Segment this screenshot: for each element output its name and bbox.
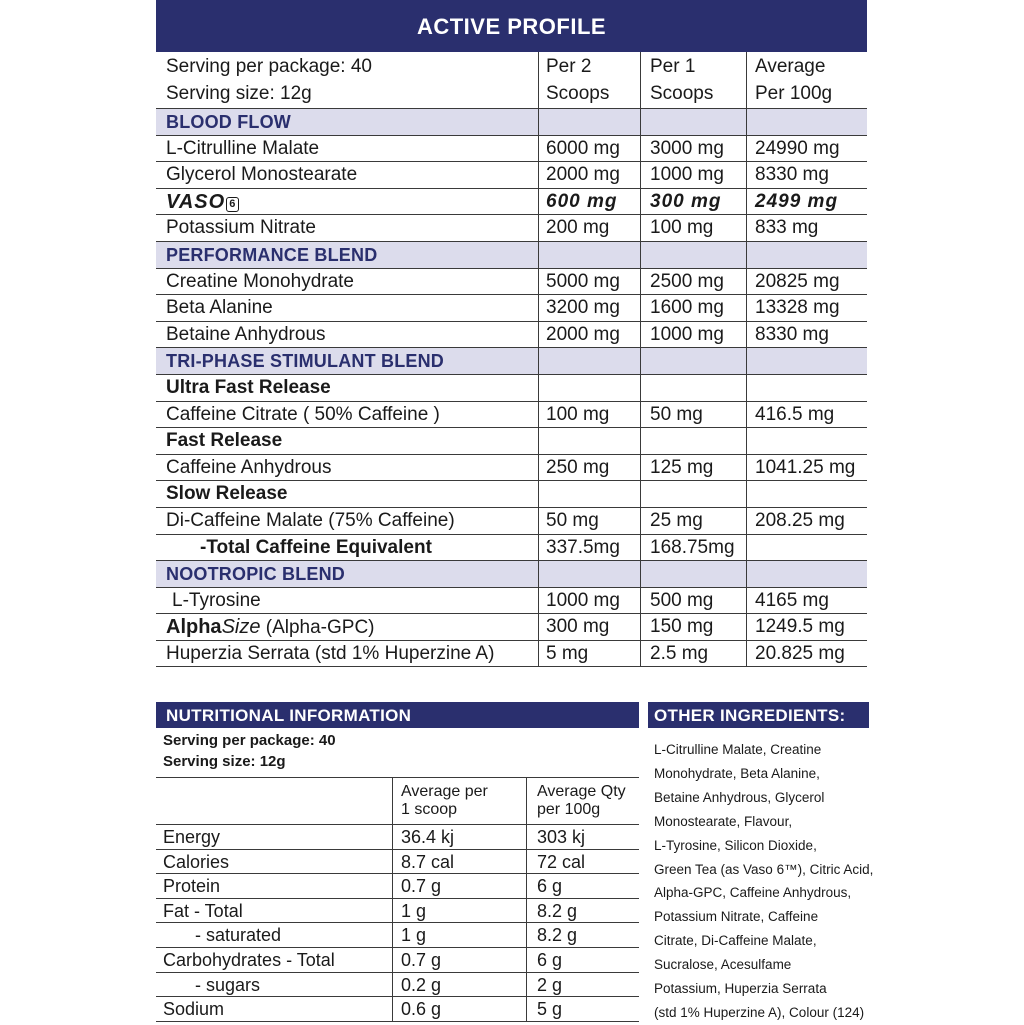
value-per-2-scoops: 5000 mg: [538, 269, 640, 295]
ingredient-line: Monostearate, Flavour,: [654, 813, 793, 829]
table-row: [156, 215, 867, 242]
table-row: [156, 508, 867, 535]
nutrient-name: Protein: [163, 876, 221, 897]
active-profile-table: [156, 52, 867, 667]
value-per-2-scoops: 2000 mg: [538, 162, 640, 188]
value-per-scoop: 0.7 g: [392, 874, 526, 898]
alpha-gpc-label: (Alpha-GPC): [260, 617, 375, 639]
value-per-1-scoop: [640, 348, 746, 374]
value-per-100g: [746, 375, 867, 401]
value-per-100g: 24990 mg: [746, 136, 867, 162]
table-row: [156, 269, 867, 296]
nutrient-name: Energy: [163, 827, 221, 847]
table-row: [156, 948, 639, 973]
table-row: [156, 136, 867, 163]
ingredient-name: Glycerol Monostearate: [166, 164, 358, 186]
col-avg-per-100g: Average Qty per 100g: [526, 778, 639, 824]
value-per-2-scoops: 50 mg: [538, 508, 640, 534]
ingredient-name: L-Tyrosine: [172, 589, 261, 611]
ingredient-name: Caffeine Anhydrous: [166, 456, 332, 478]
ingredient-line: Potassium Nitrate, Caffeine: [654, 909, 819, 925]
table-row: [156, 189, 867, 216]
table-row: [156, 428, 867, 455]
value-per-1-scoop: 1600 mg: [640, 295, 746, 321]
ingredient-name: Beta Alanine: [166, 297, 273, 319]
table-row: [156, 899, 639, 924]
vaso-badge: 6: [226, 197, 239, 212]
col-per-1-scoop: Per 1 Scoops: [640, 52, 746, 108]
value-per-2-scoops: 300 mg: [538, 614, 640, 640]
table-row: [156, 973, 639, 998]
nutrient-name: Sodium: [163, 999, 225, 1020]
value-per-100g: 6 g: [526, 874, 639, 898]
ingredient-name: Creatine Monohydrate: [166, 270, 354, 292]
value-per-1-scoop: 100 mg: [640, 215, 746, 241]
table-row: [156, 295, 867, 322]
value-per-100g: 8330 mg: [746, 322, 867, 348]
active-profile-title: ACTIVE PROFILE: [156, 0, 867, 52]
nutrient-name: Fat - Total: [163, 900, 243, 921]
section-title: TRI-PHASE STIMULANT BLEND: [166, 351, 444, 372]
nutrient-name: - saturated: [195, 925, 282, 946]
nut-header-row: [156, 777, 639, 825]
nutritional-info-title: NUTRITIONAL INFORMATION: [156, 702, 639, 728]
ingredient-line: Green Tea (as Vaso 6™), Citric Acid,: [654, 861, 874, 877]
value-per-2-scoops: 3200 mg: [538, 295, 640, 321]
ingredient-name: Potassium Nitrate: [166, 217, 316, 239]
table-row: [156, 375, 867, 402]
value-per-2-scoops: [538, 561, 640, 587]
value-per-2-scoops: 337.5mg: [538, 535, 640, 561]
value-per-100g: 416.5 mg: [746, 402, 867, 428]
nut-serving-size: Serving size: 12g: [163, 753, 286, 770]
nutrient-name: Calories: [163, 851, 230, 872]
value-per-100g: 8.2 g: [526, 923, 639, 947]
section-title: PERFORMANCE BLEND: [166, 244, 378, 265]
table-row: [156, 455, 867, 482]
value-per-1-scoop: 3000 mg: [640, 136, 746, 162]
nut-empty-head: [163, 778, 399, 824]
value-per-1-scoop: [640, 428, 746, 454]
value-per-2-scoops: [538, 109, 640, 135]
value-per-1-scoop: [640, 561, 746, 587]
value-per-1-scoop: 500 mg: [640, 588, 746, 614]
table-row: [156, 535, 867, 562]
nutrient-name: Carbohydrates - Total: [163, 949, 335, 970]
ingredient-line: Sucralose, Acesulfame: [654, 957, 792, 973]
nut-serving-per-package: Serving per package: 40: [163, 732, 336, 749]
ingredient-line: Citrate, Di-Caffeine Malate,: [654, 933, 817, 949]
table-row: [156, 997, 639, 1022]
value-per-100g: [746, 348, 867, 374]
ingredient-name: Di-Caffeine Malate (75% Caffeine): [166, 509, 455, 531]
value-per-1-scoop: 25 mg: [640, 508, 746, 534]
table-row: [156, 162, 867, 189]
value-per-2-scoops: [538, 481, 640, 507]
value-per-100g: [746, 109, 867, 135]
value-per-100g: 1041.25 mg: [746, 455, 867, 481]
value-per-100g: [746, 535, 867, 561]
ingredient-line: Alpha-GPC, Caffeine Anhydrous,: [654, 885, 852, 901]
ingredient-line: Potassium, Huperzia Serrata: [654, 981, 827, 997]
section-row: [156, 242, 867, 269]
value-per-1-scoop: 2500 mg: [640, 269, 746, 295]
value-per-100g: 4165 mg: [746, 588, 867, 614]
table-row: [156, 850, 639, 875]
value-per-scoop: 0.2 g: [392, 973, 526, 997]
ingredient-line: L-Tyrosine, Silicon Dioxide,: [654, 837, 817, 853]
value-per-100g: [746, 481, 867, 507]
value-per-2-scoops: 200 mg: [538, 215, 640, 241]
value-per-1-scoop: [640, 481, 746, 507]
table-row: [156, 641, 867, 668]
value-per-scoop: 0.6 g: [392, 997, 526, 1021]
value-per-2-scoops: [538, 348, 640, 374]
value-per-2-scoops: [538, 428, 640, 454]
value-per-1-scoop: [640, 242, 746, 268]
value-per-100g: 6 g: [526, 948, 639, 972]
table-row: [156, 614, 867, 641]
value-per-scoop: 36.4 kj: [392, 825, 526, 849]
alpha-wordmark: Alpha: [166, 616, 222, 639]
value-per-1-scoop: 2.5 mg: [640, 641, 746, 667]
section-title: BLOOD FLOW: [166, 112, 291, 132]
ingredient-name: Fast Release: [166, 430, 283, 452]
col-avg-per-scoop: Average per 1 scoop: [392, 778, 526, 824]
section-row: [156, 561, 867, 588]
value-per-2-scoops: [538, 375, 640, 401]
other-ingredients-title: OTHER INGREDIENTS:: [648, 702, 869, 728]
alphasize-name: [166, 614, 538, 640]
vaso6-logo: [166, 189, 538, 215]
nutritional-table: [156, 777, 639, 1022]
value-per-1-scoop: 1000 mg: [640, 162, 746, 188]
other-ingredients-list: [654, 738, 876, 1025]
value-per-2-scoops: 600 mg: [538, 189, 640, 215]
value-per-100g: 72 cal: [526, 850, 639, 874]
table-row: [156, 588, 867, 615]
table-row: [156, 874, 639, 899]
ingredient-name: Caffeine Citrate ( 50% Caffeine ): [166, 403, 440, 425]
value-per-100g: 1249.5 mg: [746, 614, 867, 640]
table-row: [156, 825, 639, 850]
value-per-100g: 13328 mg: [746, 295, 867, 321]
table-row: [156, 402, 867, 429]
value-per-2-scoops: 100 mg: [538, 402, 640, 428]
value-per-100g: 20825 mg: [746, 269, 867, 295]
ingredient-name: -Total Caffeine Equivalent: [200, 536, 432, 558]
col-average-per-100g: Average Per 100g: [746, 52, 867, 108]
value-per-100g: [746, 428, 867, 454]
value-per-1-scoop: 50 mg: [640, 402, 746, 428]
value-per-100g: 8330 mg: [746, 162, 867, 188]
col-per-2-scoops: Per 2 Scoops: [538, 52, 640, 108]
ingredient-line: Monohydrate, Beta Alanine,: [654, 765, 820, 781]
value-per-1-scoop: 300 mg: [640, 189, 746, 215]
value-per-100g: 5 g: [526, 997, 639, 1021]
table-row: [156, 481, 867, 508]
serving-info: Serving per package: 40 Serving size: 12g: [166, 56, 372, 104]
nutrient-name: - sugars: [195, 974, 261, 995]
section-row: [156, 109, 867, 136]
value-per-2-scoops: 6000 mg: [538, 136, 640, 162]
value-per-2-scoops: 250 mg: [538, 455, 640, 481]
value-per-1-scoop: 1000 mg: [640, 322, 746, 348]
table-row: [156, 923, 639, 948]
value-per-2-scoops: 1000 mg: [538, 588, 640, 614]
table-header-row: [156, 52, 867, 109]
value-per-scoop: 0.7 g: [392, 948, 526, 972]
value-per-100g: 833 mg: [746, 215, 867, 241]
size-wordmark: Size: [221, 616, 261, 639]
vaso-wordmark: VASO: [166, 190, 226, 213]
ingredient-name: Slow Release: [166, 483, 288, 505]
ingredient-line: L-Citrulline Malate, Creatine: [654, 742, 822, 757]
section-title: NOOTROPIC BLEND: [166, 564, 346, 585]
value-per-scoop: 8.7 cal: [392, 850, 526, 874]
value-per-100g: [746, 242, 867, 268]
ingredient-name: Huperzia Serrata (std 1% Huperzine A): [166, 642, 495, 664]
value-per-1-scoop: 125 mg: [640, 455, 746, 481]
ingredient-line: Betaine Anhydrous, Glycerol: [654, 789, 825, 805]
value-per-100g: 20.825 mg: [746, 641, 867, 667]
value-per-100g: 208.25 mg: [746, 508, 867, 534]
value-per-100g: [746, 561, 867, 587]
value-per-100g: 2 g: [526, 973, 639, 997]
ingredient-name: Betaine Anhydrous: [166, 323, 326, 345]
value-per-scoop: 1 g: [392, 923, 526, 947]
table-row: [156, 322, 867, 349]
value-per-2-scoops: 5 mg: [538, 641, 640, 667]
value-per-1-scoop: 168.75mg: [640, 535, 746, 561]
value-per-2-scoops: [538, 242, 640, 268]
value-per-100g: 2499 mg: [746, 189, 867, 215]
value-per-2-scoops: 2000 mg: [538, 322, 640, 348]
value-per-scoop: 1 g: [392, 899, 526, 923]
section-row: [156, 348, 867, 375]
ingredient-line: (std 1% Huperzine A), Colour (124): [654, 1004, 865, 1020]
value-per-1-scoop: [640, 375, 746, 401]
value-per-100g: 303 kj: [526, 825, 639, 849]
value-per-100g: 8.2 g: [526, 899, 639, 923]
value-per-1-scoop: [640, 109, 746, 135]
ingredient-name: Ultra Fast Release: [166, 376, 331, 398]
value-per-1-scoop: 150 mg: [640, 614, 746, 640]
ingredient-name: L-Citrulline Malate: [166, 137, 320, 159]
